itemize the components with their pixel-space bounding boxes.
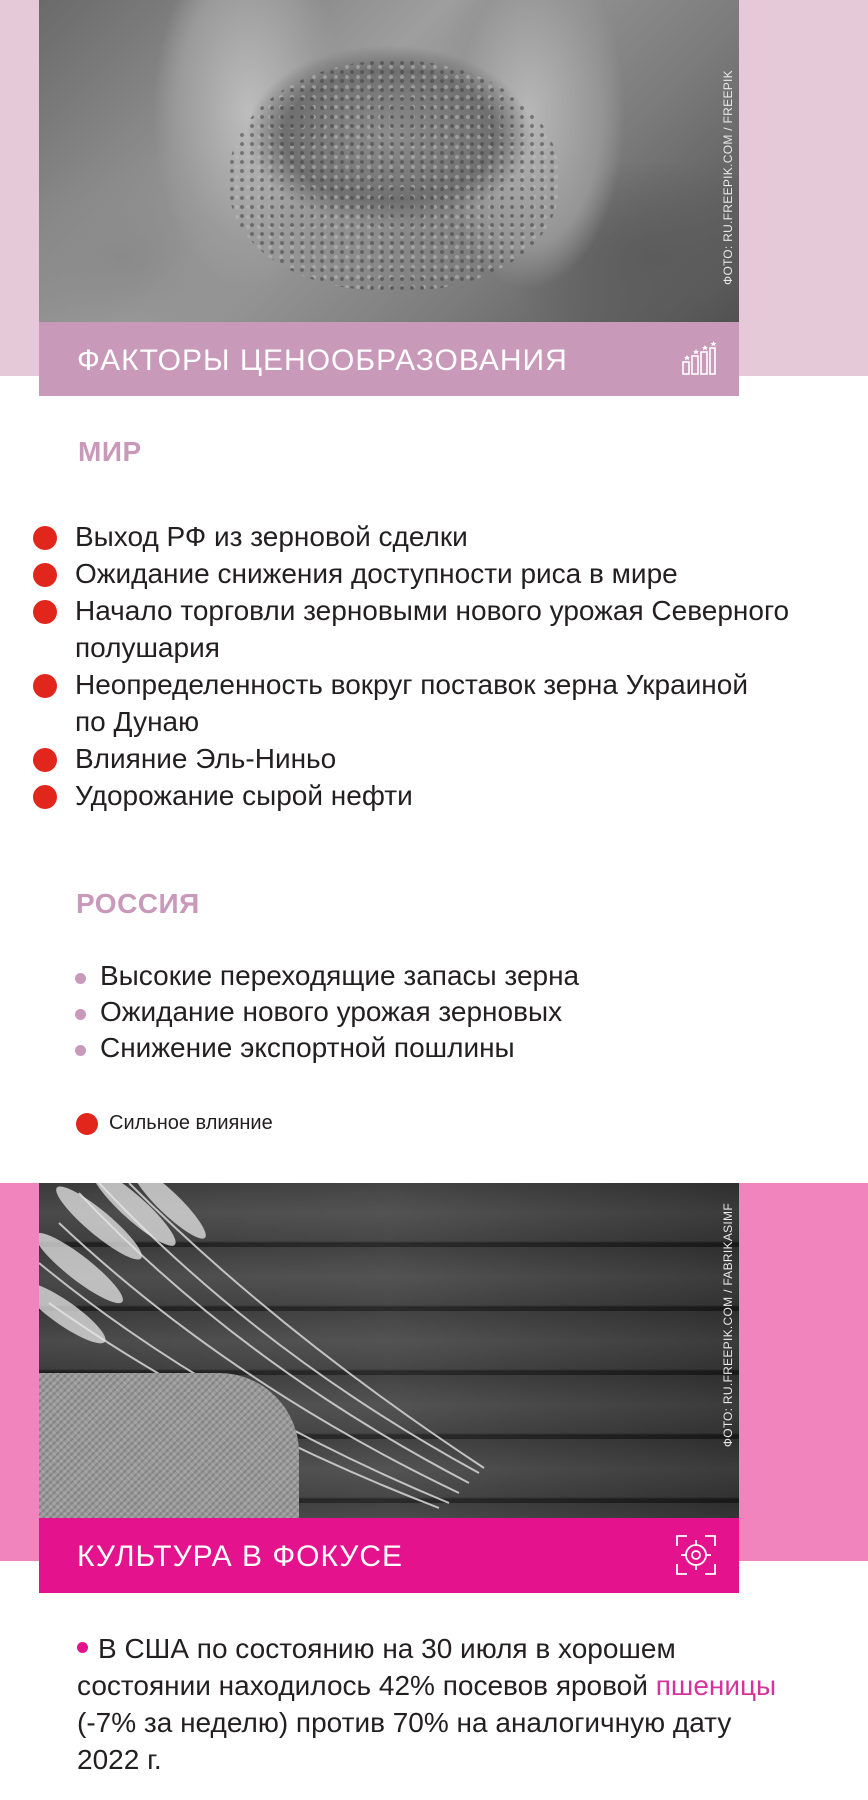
list-item: Неопределенность вокруг поставок зерна Украиной по Дунаю [33,666,843,740]
list-item: Выход РФ из зерновой сделки [33,518,843,555]
bullet-dot [75,1009,86,1020]
header-title-1: ФАКТОРЫ ЦЕНООБРАЗОВАНИЯ [77,344,568,377]
strong-influence-bullet [33,600,57,624]
strong-influence-bullet [33,674,57,698]
header-title-2: КУЛЬТУРА В ФОКУСЕ [77,1540,404,1573]
list-item: Начало торговли зерновыми нового урожая Северного полушария [33,592,843,666]
list-item: Ожидание снижения доступности риса в мире [33,555,843,592]
focus-paragraph: В США по состоянию на 30 июля в хорошем состоянии находилось 42% посевов яровой пшеницы (-7% за неделю) против 70% на аналогичную дату 2022 г. [77,1633,777,1775]
target-focus-icon [675,1534,717,1581]
legend-label: Сильное влияние [109,1112,273,1134]
bullet-dot [75,1045,86,1056]
list-item: Ожидание нового урожая зерновых [74,994,834,1030]
grain-texture [229,60,559,290]
world-section-title: МИР [78,436,142,467]
bullet-dot [77,1642,88,1653]
list-item: Удорожание сырой нефти [33,777,843,814]
list-item: Снижение экспортной пошлины [74,1030,834,1066]
culture-in-focus-header [39,1518,739,1593]
russia-factors-list [74,958,834,1066]
wheat-on-wood-photo [39,1183,739,1518]
grain-hands-photo [39,0,739,322]
legend-red-dot [76,1113,98,1135]
bar-chart-stars-icon [681,340,717,381]
photo-credit-2: ФОТО: RU.FREEPIK.COM / FABRIKASIMF [721,1203,735,1448]
strong-influence-bullet [33,526,57,550]
highlighted-word: пшеницы [655,1670,777,1701]
strong-influence-bullet [33,785,57,809]
world-factors-list [33,518,843,814]
photo-credit-1: ФОТО: RU.FREEPIK.COM / FREEPIK [721,70,735,285]
russia-section-title: РОССИЯ [76,888,200,919]
strong-influence-bullet [33,748,57,772]
strong-influence-bullet [33,563,57,587]
burlap-sack [39,1373,299,1518]
pricing-factors-header [39,322,739,396]
list-item: Высокие переходящие запасы зерна [74,958,834,994]
bullet-dot [75,973,86,984]
list-item: Влияние Эль-Ниньо [33,740,843,777]
